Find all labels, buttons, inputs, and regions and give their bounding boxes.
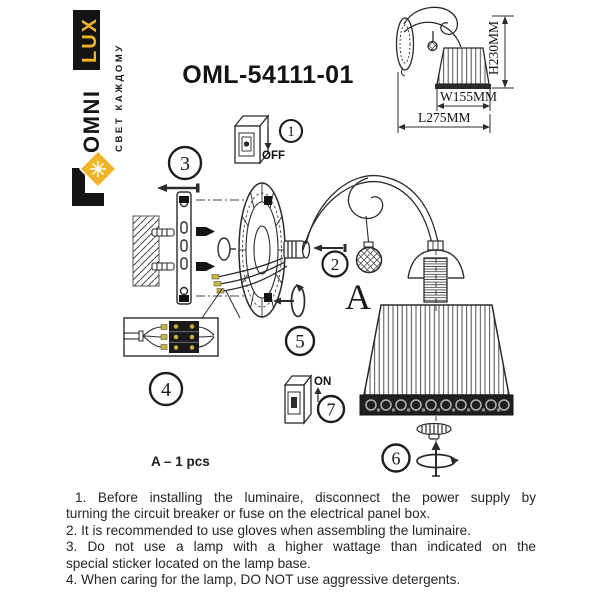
instruction-line-3: 2. It is recommended to use gloves when assembling the luminaire. bbox=[66, 522, 471, 538]
parts-count: A – 1 pcs bbox=[151, 454, 210, 469]
step-number-4: 4 bbox=[161, 379, 171, 401]
lamp-arm bbox=[303, 176, 439, 250]
detail-leader-line bbox=[202, 289, 240, 318]
step-number-6: 6 bbox=[391, 448, 401, 469]
wall-hatch bbox=[133, 216, 159, 286]
mounting-screw bbox=[196, 227, 215, 271]
lamp-socket bbox=[408, 241, 464, 302]
instruction-line-2: turning the circuit breaker or fuse on the electrical panel box. bbox=[66, 506, 431, 522]
canopy bbox=[239, 183, 285, 317]
logo-lux: LUX bbox=[79, 17, 101, 63]
lampshade bbox=[364, 305, 509, 395]
step-circle-6 bbox=[383, 445, 410, 472]
on-label: ON bbox=[314, 376, 332, 388]
overview-wall-plate bbox=[397, 18, 414, 70]
step-number-5: 5 bbox=[295, 331, 305, 353]
step-circle-2 bbox=[323, 252, 348, 277]
step-circle-4 bbox=[150, 373, 182, 405]
logo-tagline: СВЕТ КАЖДОМУ bbox=[114, 43, 125, 152]
overview-crystal bbox=[428, 42, 437, 51]
step-circle-7 bbox=[318, 396, 344, 422]
instruction-line-4: 3. Do not use a lamp with a higher wattage than indicated on the bbox=[66, 539, 536, 555]
instruction-line-6: 4. When caring for the lamp, DO NOT use aggressive detergents. bbox=[66, 572, 461, 588]
screw-icon-2 bbox=[313, 244, 347, 252]
dimension-length-label: L275MM bbox=[418, 110, 471, 125]
instruction-line-5: special sticker located on the lamp base. bbox=[66, 555, 311, 571]
crystal-ball bbox=[357, 248, 382, 273]
instruction-line-1: 1. Before installing the luminaire, disconnect the power supply by bbox=[75, 490, 536, 505]
overview-shade bbox=[437, 48, 489, 84]
screw-icon-3 bbox=[157, 184, 200, 193]
mounting-bracket bbox=[177, 192, 191, 304]
step-number-1: 1 bbox=[287, 124, 295, 140]
step-circle-1 bbox=[280, 120, 302, 142]
step-circle-5 bbox=[286, 327, 314, 355]
detail-terminal-block bbox=[124, 318, 218, 356]
dimension-height-label: H230MM bbox=[486, 20, 501, 75]
step-number-3: 3 bbox=[180, 153, 190, 175]
instructions-block bbox=[66, 490, 536, 588]
part-a-label: A bbox=[345, 277, 371, 317]
lamp-overview bbox=[397, 7, 492, 89]
omnilux-logo bbox=[72, 10, 125, 206]
off-label: OFF bbox=[262, 150, 285, 162]
finial bbox=[417, 424, 451, 440]
step-circle-3 bbox=[169, 147, 201, 179]
crystal-pendant-a bbox=[357, 216, 382, 273]
beaded-trim bbox=[360, 395, 513, 415]
step-number-7: 7 bbox=[326, 399, 336, 420]
logo-omni: OMNI bbox=[79, 89, 104, 153]
rotation-icon-6 bbox=[417, 441, 459, 476]
product-title: OML-54111-01 bbox=[182, 61, 354, 89]
step-number-2: 2 bbox=[330, 255, 340, 274]
thumb-knob bbox=[218, 238, 236, 260]
dimension-width-label: W155MM bbox=[440, 89, 497, 104]
